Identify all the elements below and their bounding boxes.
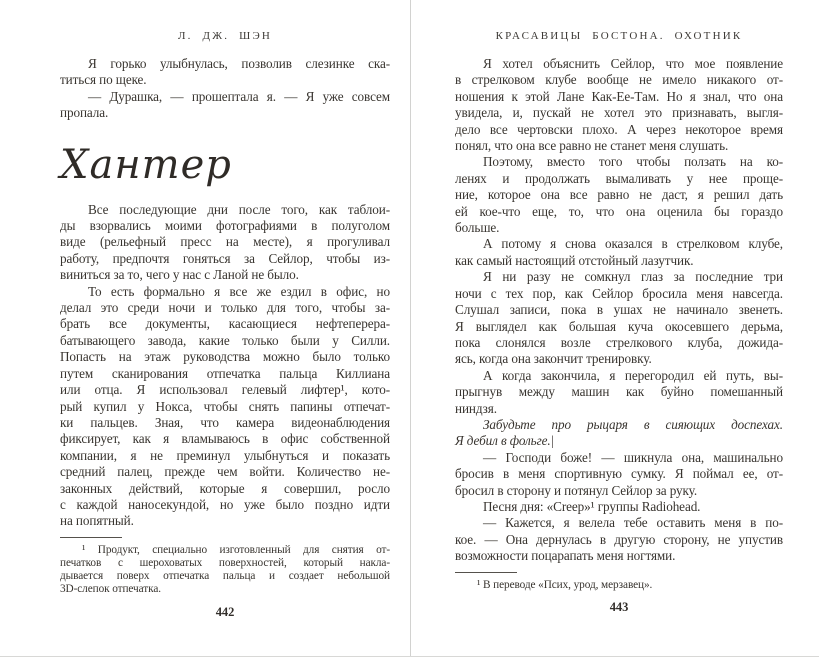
paragraph bbox=[60, 89, 390, 122]
text-line: ночи с тех пор, как Сейлор бросила меня навсегда. bbox=[455, 285, 783, 301]
text-line: пока слонялся возле стрелкового клуба, дожида- bbox=[455, 334, 783, 350]
bottom-divider bbox=[0, 656, 819, 657]
text-line: виде (рельефный пресс на месте), я прогуливал bbox=[60, 234, 390, 250]
text-line: А когда закончила, я перегородил ей путь, вы- bbox=[483, 367, 783, 383]
footnote-rule bbox=[455, 572, 517, 573]
text-line: или отца. Я использовал гелевый лифтер¹, кото- bbox=[60, 382, 390, 398]
text-line: — Господи боже! — шикнула она, машинально bbox=[483, 449, 783, 465]
running-header-right: КРАСАВИЦЫ БОСТОНА. ОХОТНИК bbox=[495, 30, 743, 42]
text-line: законных действий, которые я совершил, росло bbox=[60, 480, 390, 496]
text-line: ды взорвались моими фотографиями в полуголом bbox=[60, 218, 390, 234]
text-line: ниндзя. bbox=[455, 400, 497, 416]
text-line: путем сканирования отпечатка пальца Киллиана bbox=[60, 365, 390, 381]
footnote bbox=[60, 544, 390, 597]
right-page bbox=[410, 0, 819, 656]
left-page bbox=[0, 0, 410, 656]
text-line: ношения к этой Лане Как-Ее-Там. Но я знал, что она bbox=[455, 88, 783, 104]
text-line: рый купил у Нокса, чтобы снять папины отпечат- bbox=[60, 398, 390, 414]
text-line: батывающего завода, какие только были у Силли. bbox=[60, 332, 390, 348]
text-line: Я выглядел как большая куча окосевшего дерьма, bbox=[455, 318, 783, 334]
paragraph bbox=[455, 56, 783, 154]
text-line: понял, что она все равно не станет меня слушать. bbox=[455, 138, 729, 154]
text-line: ние, которое она все равно не даст, я решил дать bbox=[455, 187, 783, 203]
paragraph bbox=[455, 269, 783, 367]
text-line: прыгнув между машин как буйно помешанный bbox=[455, 384, 783, 400]
text-line: ¹ Продукт, специально изготовленный для снятия от- bbox=[82, 543, 390, 556]
text-line: на попятный. bbox=[60, 513, 134, 529]
footnote-rule bbox=[60, 537, 122, 538]
text-line: больше. bbox=[455, 220, 500, 236]
text-line: Поэтому, вместо того чтобы ползать на ко- bbox=[483, 154, 783, 170]
text-line: Я горько улыбнулась, позволив слезинке ска- bbox=[88, 56, 390, 71]
paragraph bbox=[455, 499, 783, 515]
text-line: пропала. bbox=[60, 105, 109, 121]
text-line: как самый настоящий отстойный лазутчик. bbox=[455, 252, 694, 268]
page-number-right: 443 bbox=[609, 599, 629, 614]
paragraph bbox=[60, 56, 390, 89]
footnote bbox=[455, 579, 783, 592]
text-line: титься по щеке. bbox=[60, 72, 147, 88]
text-line: Песня дня: «Creep»¹ группы Radiohead. bbox=[483, 498, 701, 514]
text-line: 3D-слепок отпечатка. bbox=[60, 583, 161, 596]
text-line: ¹ В переводе «Псих, урод, мерзавец». bbox=[477, 578, 653, 591]
text-line: с каждой наносекундой, но уже было поздно идти bbox=[60, 496, 390, 512]
text-line: ленях и продолжать вымаливать у нее проще- bbox=[455, 170, 783, 186]
paragraph bbox=[60, 202, 390, 284]
text-line: — Кажется, я велела тебе оставить меня в по- bbox=[483, 515, 783, 531]
text-line: ей кое-что еще, то, что она оценила бы гораздо bbox=[455, 203, 783, 219]
paragraph bbox=[455, 154, 783, 236]
text-line: Попасть на этаж руководства можно было только bbox=[60, 349, 390, 365]
text-line: возможности поцарапать меня ногтями. bbox=[455, 548, 676, 564]
text-line: ки пальцев. Зная, что камера видеонаблюдения bbox=[60, 414, 390, 430]
text-line: дывается поверх отпечатка пальца и создает небольшой bbox=[60, 570, 390, 583]
text-line: печатков с шероховатых поверхностей, который накла- bbox=[60, 556, 390, 569]
text-line: бросил в сторону и потянул Сейлор за руку. bbox=[455, 482, 698, 498]
text-line: Я хотел объяснить Сейлор, что мое появление bbox=[483, 56, 783, 71]
page-number-left: 442 bbox=[215, 604, 235, 619]
paragraph-italic bbox=[455, 417, 783, 450]
text-line: — Дурашка, — прошептала я. — Я уже совсем bbox=[88, 88, 390, 104]
text-line: работу, предпочтя гоняться за Сейлор, чтобы из- bbox=[60, 250, 390, 266]
text-line: Я ни разу не сомкнул глаз за последние три bbox=[483, 269, 783, 285]
text-line: фиксирует, как я вламываюсь в офис собственной bbox=[60, 431, 390, 447]
right-page-body bbox=[455, 56, 783, 615]
chapter-title: Хантер bbox=[60, 141, 232, 188]
text-line: бросив в меня спортивную сумку. Я поймал ее, от- bbox=[455, 466, 783, 482]
text-line: дело все чертовски плохо. А через некоторое время bbox=[455, 121, 783, 137]
text-line: ясь, когда она закончит тренировку. bbox=[455, 351, 652, 367]
paragraph bbox=[60, 284, 390, 530]
text-line: делал это среди ночи и только для того, чтобы за- bbox=[60, 300, 390, 316]
text-line: То есть формально я все же ездил в офис, но bbox=[88, 283, 390, 299]
text-line: виниться за то, чего у нас с Ланой не было. bbox=[60, 267, 299, 283]
running-header-left: Л. ДЖ. ШЭН bbox=[177, 30, 273, 42]
text-line: в стрелковом клубе вообще не имело никакого от- bbox=[455, 72, 783, 88]
paragraph bbox=[455, 368, 783, 417]
text-line: А потому я снова оказался в стрелковом клубе, bbox=[483, 236, 783, 252]
text-line: увидела, и, пускай не хотел это признавать, выгля- bbox=[455, 105, 783, 121]
text-line: Я дебил в фольге.| bbox=[455, 433, 555, 449]
text-line: Забудьте про рыцаря в сияющих доспехах. bbox=[483, 416, 783, 432]
page-gutter-divider bbox=[410, 0, 411, 656]
left-page-body bbox=[60, 56, 390, 620]
text-line: средний палец, прежде чем войти. Количество не- bbox=[60, 464, 390, 480]
text-line: Слушал записи, пока в ушах не начинало звенеть. bbox=[455, 302, 783, 318]
paragraph bbox=[455, 236, 783, 269]
paragraph bbox=[455, 450, 783, 499]
text-line: компании, я не преминул улыбнуться и показать bbox=[60, 447, 390, 463]
text-line: Все последующие дни после того, как таблои- bbox=[88, 201, 390, 217]
text-line: брать все документы, касающиеся нефтеперера- bbox=[60, 316, 390, 332]
paragraph bbox=[455, 515, 783, 564]
text-line: кое. — Она дернулась в другую сторону, не упустив bbox=[455, 531, 783, 547]
